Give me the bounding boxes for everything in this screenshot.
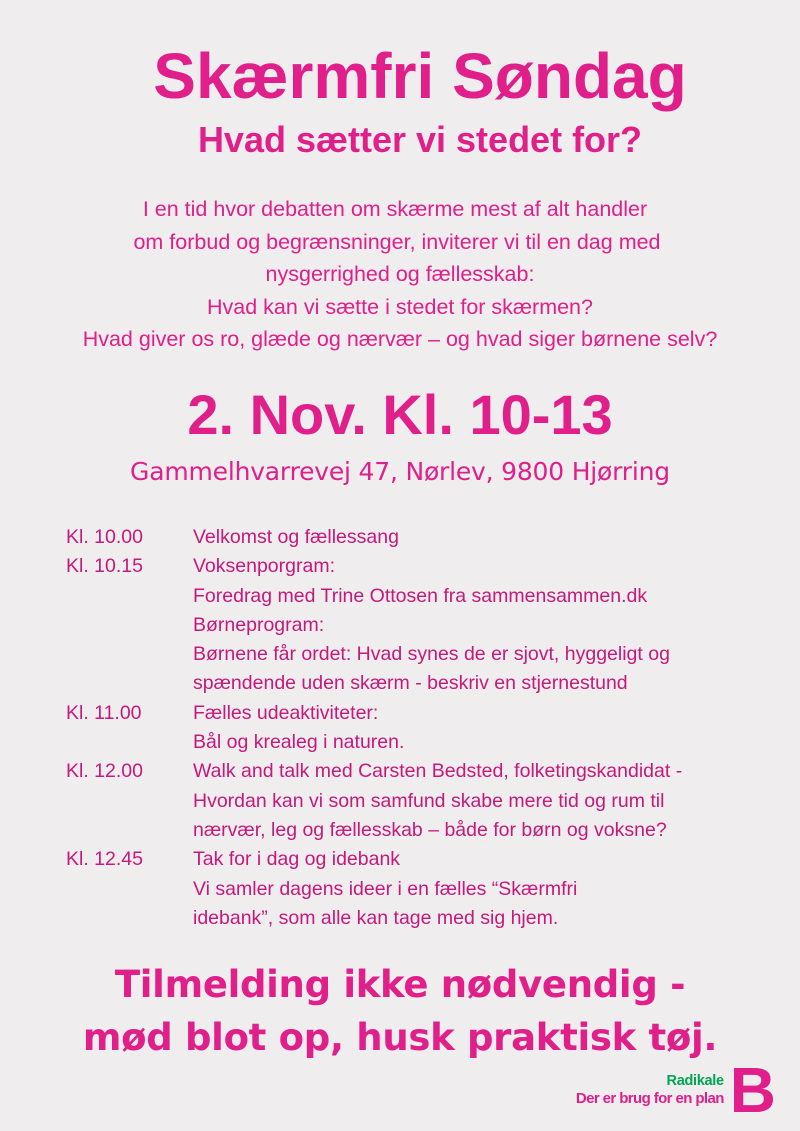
- logo-text: [576, 1073, 724, 1107]
- intro-line: Hvad giver os ro, glæde og nærvær – og hvad siger børnene selv?: [82, 327, 718, 351]
- program-description: [193, 845, 776, 933]
- party-slogan: Der er brug for en plan: [575, 1090, 724, 1107]
- event-date: 2. Nov. Kl. 10-13: [187, 383, 613, 446]
- program-time: Kl. 10.00: [66, 526, 143, 548]
- program-item: [66, 757, 776, 845]
- page-subtitle: Hvad sætter vi stedet for?: [197, 119, 643, 160]
- intro-line: nysgerrighed og fællesskab:: [265, 262, 535, 286]
- registration-line: mød blot op, husk praktisk tøj.: [82, 1016, 718, 1059]
- program-time: Kl. 12.00: [66, 760, 143, 783]
- program-time: Kl. 10.15: [66, 555, 143, 578]
- program-line: Voksenporgram:: [193, 555, 335, 578]
- program-line: idebank”, som alle kan tage med sig hjem.: [193, 906, 559, 929]
- intro-text: [0, 193, 800, 356]
- event-address: Gammelhvarrevej 47, Nørlev, 9800 Hjørring: [130, 457, 670, 486]
- registration-note: [0, 958, 800, 1064]
- intro-line: I en tid hvor debatten om skærme mest af alt handler: [142, 197, 648, 221]
- program-description: [193, 699, 776, 758]
- program-line: Tak for i dag og idebank: [193, 848, 401, 871]
- program-item: [66, 552, 776, 698]
- registration-line: Tilmelding ikke nødvendig -: [114, 963, 686, 1006]
- intro-line: Hvad kan vi sætte i stedet for skærmen?: [207, 294, 593, 319]
- program-line: Hvordan kan vi som samfund skabe mere tid og rum til: [193, 789, 665, 812]
- program-line: Børnene får ordet: Hvad synes de er sjovt, hyggeligt og: [193, 643, 670, 666]
- program-line: spændende uden skærm - beskriv en stjernestund: [193, 672, 628, 695]
- program-item: [66, 699, 776, 758]
- program-line: nærvær, leg og fællesskab – både for børn og voksne?: [193, 818, 667, 841]
- program-description: [193, 552, 776, 698]
- program-line: Børneprogram:: [193, 613, 325, 636]
- program-item: [66, 845, 776, 933]
- intro-line: om forbud og begrænsninger, inviterer vi til en dag med: [133, 229, 661, 254]
- program-line: Bål og krealeg i naturen.: [193, 731, 405, 754]
- program-line: Vi samler dagens ideer i en fælles “Skærmfri: [193, 877, 578, 900]
- program-schedule: [66, 523, 776, 933]
- party-letter-icon: B: [729, 1054, 776, 1126]
- program-time: Kl. 11.00: [66, 701, 142, 724]
- program-line: Velkomst og fællessang: [193, 526, 399, 548]
- program-line: Foredrag med Trine Ottosen fra sammensammen.dk: [193, 584, 648, 607]
- program-time: Kl. 12.45: [66, 848, 143, 871]
- party-logo: [575, 1054, 776, 1126]
- program-description: [193, 757, 776, 845]
- program-line: Walk and talk med Carsten Bedsted, folketingskandidat -: [193, 760, 683, 783]
- program-item: [66, 523, 776, 552]
- page-title: Skærmfri Søndag: [153, 40, 687, 112]
- program-line: Fælles udeaktiviteter:: [193, 701, 379, 724]
- party-name: Radikale: [666, 1073, 724, 1089]
- program-description: [193, 523, 776, 552]
